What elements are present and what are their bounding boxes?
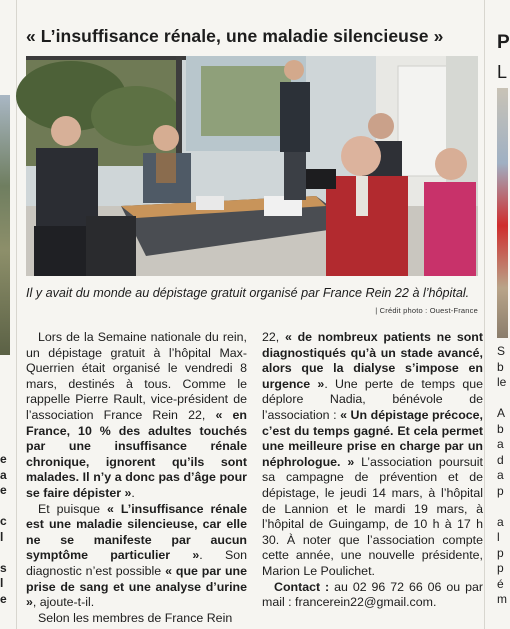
text-fragment: A (497, 406, 506, 420)
paragraph: Selon les membres de France Rein (38, 610, 233, 625)
quote-text: « L’insuffisance rénale est une maladie silencieuse, car elle ne se manifeste par aucun symptôme particulier » (26, 501, 247, 563)
right-neighbour-headline: P (497, 32, 510, 53)
text-fragment: l (0, 576, 4, 590)
right-neighbour-photo (497, 88, 508, 338)
paragraph (26, 330, 247, 502)
text-fragment: s (0, 560, 7, 575)
quote-text: « que par une prise de sang et une analyse d’urine » (26, 563, 247, 610)
left-neighbour-text (0, 452, 16, 607)
text-fragment: a (497, 468, 504, 482)
right-neighbour-column (484, 0, 508, 629)
quote-text: « de nombreux patients ne sont diagnostiqués qu’à un stade avancé, alors que la dialyse s’impose en urgence » (262, 330, 483, 391)
text-fragment: e (0, 591, 7, 606)
left-neighbour-photo (0, 95, 10, 355)
text-fragment: l (497, 530, 500, 544)
article-photo (26, 56, 478, 276)
text-fragment: p (497, 483, 504, 498)
photo-illustration (26, 56, 478, 276)
paragraph (26, 502, 247, 611)
text-fragment: m (497, 592, 507, 606)
text-fragment: S (497, 344, 506, 358)
article-headline: « L’insuffisance rénale, une maladie silencieuse » (26, 26, 444, 46)
body-text: Lors de la Semaine nationale du rein, un dépistage gratuit à l’hôpital Max-Querrien était organisé le vendredi 8 mars, destinés à tous. Comme le rappelle Pierre Rault, vice-président de l’association France Rein 22, (26, 330, 247, 422)
text-fragment: c (0, 514, 7, 528)
quote-text: « Un dépistage précoce, c’est du temps gagné. Et cela permet une meilleure prise en charge par un néphrologue. » (262, 407, 483, 469)
paragraph (262, 330, 483, 580)
contact-label: Contact : (274, 579, 330, 594)
text-fragment: e (0, 452, 7, 466)
text-fragment: a (0, 467, 7, 482)
text-fragment (0, 499, 16, 515)
body-text: . Son diagnostic n’est possible (26, 548, 247, 578)
text-fragment: l (0, 529, 4, 544)
text-fragment: p (497, 561, 504, 575)
right-neighbour-subheadline: L (497, 62, 508, 82)
body-text: 22, (262, 330, 285, 344)
text-fragment: a (497, 437, 504, 451)
text-fragment (497, 391, 507, 407)
body-text: . (131, 485, 135, 500)
text-fragment (0, 545, 16, 561)
contact-paragraph (262, 580, 483, 611)
article (26, 0, 483, 629)
text-fragment: le (497, 375, 507, 389)
text-fragment: d (497, 452, 504, 467)
text-fragment: e (0, 483, 7, 497)
body-text: Et puisque (38, 501, 108, 516)
text-fragment: p (497, 545, 504, 560)
contact-text: au 02 96 72 66 06 ou par mail : francerein22@gmail.com. (262, 579, 483, 610)
body-text: . Une perte de temps que déplore Nadia, bénévole de l’association : (262, 376, 483, 422)
text-fragment (497, 499, 507, 515)
text-fragment: b (497, 421, 504, 436)
text-fragment: é (497, 576, 504, 591)
article-column-1 (26, 330, 247, 626)
body-text: L’association poursuit sa campagne de prévention et de dépistage, le jeudi 14 mars, à l’hôpital de Lannion et le mardi 19 mars, à l’hôpital de Guingamp, de 10 h à 17 h 30. À noter que l’association compte cette année, une nouvelle présidente, Marion Le Poulichet. (262, 454, 483, 578)
photo-credit: | Crédit photo : Ouest-France (375, 306, 478, 315)
article-column-2 (262, 330, 483, 611)
body-text: , ajoute-t-il. (32, 595, 95, 610)
text-fragment: a (497, 514, 504, 529)
text-fragment: b (497, 359, 504, 374)
right-neighbour-text (497, 344, 507, 608)
left-neighbour-column (0, 0, 17, 629)
photo-caption: Il y avait du monde au dépistage gratuit organisé par France Rein 22 à l’hôpital. (26, 286, 470, 300)
quote-text: « en France, 10 % des adultes touchés par une insuffisance rénale chronique, ignorent qu’ils sont malades. Il n’y a donc pas d’âge pour se faire dépister » (26, 407, 247, 500)
